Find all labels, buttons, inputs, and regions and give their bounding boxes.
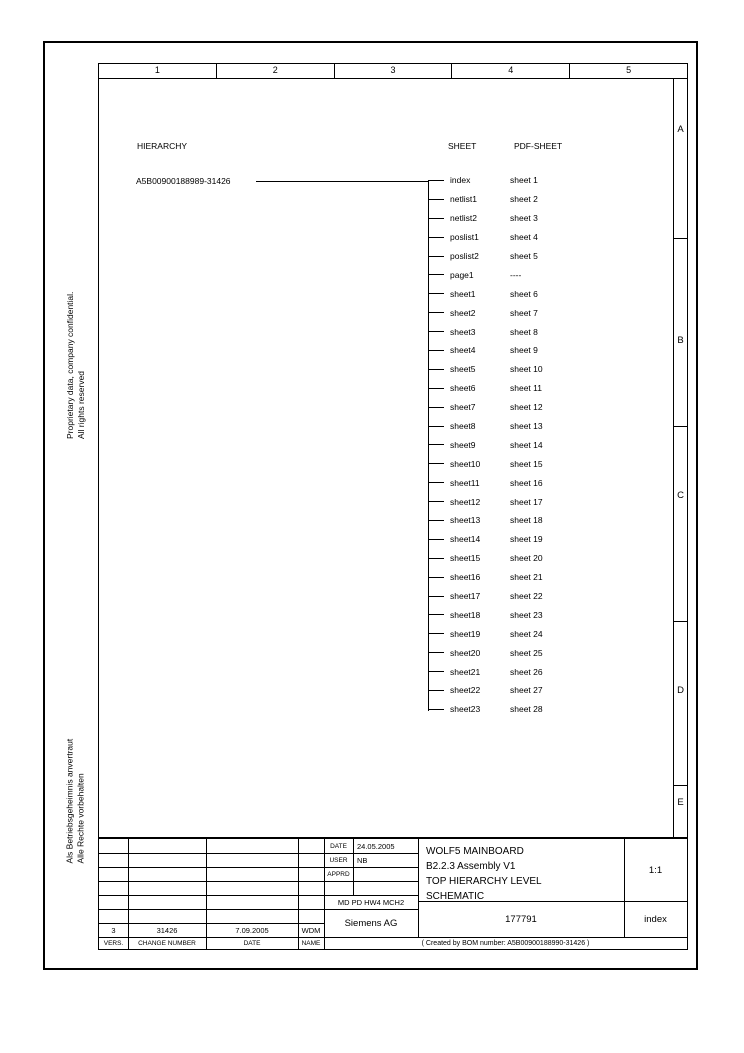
pdf-sheet-ref: sheet 14 (510, 439, 543, 450)
sheet-name: sheet5 (450, 364, 476, 375)
hierarchy-item (428, 643, 543, 662)
sheet-name: sheet13 (450, 515, 481, 526)
sheet-name: sheet8 (450, 421, 476, 432)
hierarchy-item (428, 662, 543, 681)
branch-line (428, 407, 444, 408)
column-label-5: 5 (626, 65, 632, 75)
branch-line (428, 331, 444, 332)
rev-change-number-label: CHANGE NUMBER (138, 940, 196, 947)
sheet-name: sheet22 (450, 685, 481, 696)
row-label-C: C (677, 490, 684, 501)
pdf-sheet-ref: sheet 1 (510, 175, 538, 186)
frame-left-line (98, 79, 99, 838)
column-label-4: 4 (452, 64, 570, 78)
rev-name-label: NAME (301, 940, 321, 947)
branch-line (428, 274, 444, 275)
pdf-sheet-ref: ---- (510, 269, 522, 280)
pdf-sheet-ref: sheet 18 (510, 515, 543, 526)
title-line-3: TOP HIERARCHY LEVEL (426, 876, 542, 887)
pdf-sheet-ref: sheet 24 (510, 628, 543, 639)
sheet-name: sheet19 (450, 628, 481, 639)
column-header-strip (98, 63, 688, 79)
sheet-name: sheet10 (450, 458, 481, 469)
branch-line (428, 237, 444, 238)
rev-date: 7.09.2005 (235, 925, 269, 935)
sheet-name: sheet17 (450, 591, 481, 602)
hierarchy-item (428, 492, 543, 511)
rev-vers-label: VERS. (103, 940, 124, 947)
hierarchy-item (428, 360, 543, 379)
pdf-sheet-ref: sheet 26 (510, 666, 543, 677)
confidential-note-line2: All rights reserved (75, 370, 86, 439)
german-note-line2: Alle Rechte vorbehalten (75, 773, 85, 864)
german-confidential-note (65, 688, 86, 864)
row-label-B: B (677, 335, 684, 346)
sheet-name: sheet11 (450, 477, 480, 488)
sheet-name: sheet16 (450, 572, 481, 583)
pdf-sheet-ref: sheet 8 (510, 326, 538, 337)
branch-line (428, 614, 444, 615)
sheet-name: page1 (450, 269, 474, 280)
branch-line (428, 293, 444, 294)
zone-divider-line (674, 238, 687, 239)
tb-grid-line (99, 881, 418, 882)
sheet-name: sheet3 (450, 326, 476, 337)
sheet-name: sheet20 (450, 647, 481, 658)
pdf-sheet-ref: sheet 16 (510, 477, 543, 488)
confidential-note-line1: Proprietary data, company confidential. (65, 291, 75, 439)
branch-line (428, 350, 444, 351)
root-connector-line (256, 181, 428, 182)
hierarchy-item (428, 284, 543, 303)
pdf-sheet-ref: sheet 17 (510, 496, 543, 507)
row-label-E: E (677, 797, 684, 808)
sheet-name: sheet23 (450, 704, 481, 715)
date-value: 24.05.2005 (357, 841, 395, 851)
branch-line (428, 482, 444, 483)
rev-name: WDM (301, 925, 321, 935)
branch-line (428, 633, 444, 634)
branch-line (428, 709, 444, 710)
hierarchy-item (428, 398, 543, 417)
hierarchy-item (428, 228, 543, 247)
hierarchy-item (428, 454, 543, 473)
pdf-sheet-ref: sheet 19 (510, 534, 543, 545)
document-number: 177791 (505, 913, 537, 925)
hierarchy-item (428, 265, 543, 284)
sheet-name: sheet18 (450, 609, 481, 620)
branch-line (428, 558, 444, 559)
hierarchy-item (428, 247, 543, 266)
branch-line (428, 444, 444, 445)
rev-date-label: DATE (243, 940, 261, 947)
sheet-name: sheet4 (450, 345, 476, 356)
branch-line (428, 652, 444, 653)
sheet-name: sheet15 (450, 553, 481, 564)
pdf-sheet-ref: sheet 23 (510, 609, 543, 620)
pdf-sheet-ref: sheet 27 (510, 685, 543, 696)
apprd-value (353, 867, 418, 881)
branch-line (428, 180, 444, 181)
rev-vers: 3 (111, 925, 116, 935)
bom-note: ( Created by BOM number: A5B00900188990-31426 ) (421, 940, 590, 947)
branch-line (428, 690, 444, 691)
sheet-name: index (450, 175, 471, 186)
title-line-4: SCHEMATIC (426, 891, 485, 902)
branch-line (428, 520, 444, 521)
title-block (98, 837, 688, 950)
pdf-sheet-ref: sheet 20 (510, 553, 543, 564)
pdf-sheet-ref: sheet 5 (510, 251, 538, 261)
root-part-number: A5B00900188989-31426 (136, 176, 231, 186)
sheet-name: poslist1 (450, 232, 479, 243)
hierarchy-item (428, 303, 543, 322)
sheet-name: sheet1 (450, 288, 476, 299)
pdf-sheet-ref: sheet 15 (510, 458, 543, 469)
pdf-sheet-column-heading: PDF-SHEET (514, 141, 563, 151)
department: MD PD HW4 MCH2 (337, 897, 405, 907)
pdf-sheet-ref: sheet 4 (510, 232, 538, 243)
pdf-sheet-ref: sheet 28 (510, 704, 543, 715)
date-label: DATE (330, 842, 347, 850)
zone-divider-line (674, 426, 687, 427)
sheet-name: sheet6 (450, 383, 476, 394)
sheet-name: sheet2 (450, 307, 476, 318)
sheet-column-heading: SHEET (448, 141, 477, 151)
hierarchy-heading: HIERARCHY (137, 141, 188, 151)
hierarchy-item (428, 209, 543, 228)
hierarchy-item (428, 681, 543, 700)
hierarchy-item (428, 322, 543, 341)
pdf-sheet-ref: sheet 6 (510, 288, 538, 299)
pdf-sheet-ref: sheet 7 (510, 307, 538, 318)
hierarchy-item (428, 624, 543, 643)
scale-value: 1:1 (648, 864, 663, 876)
column-label-3: 3 (335, 64, 453, 78)
zone-divider-line (674, 621, 687, 622)
hierarchy-item (428, 530, 543, 549)
branch-line (428, 539, 444, 540)
hierarchy-item (428, 190, 543, 209)
sheet-name: netlist2 (450, 213, 477, 224)
confidential-note (65, 244, 86, 439)
hierarchy-item (428, 473, 543, 492)
rev-change-number: 31426 (156, 925, 178, 935)
branch-line (428, 463, 444, 464)
user-value: NB (357, 855, 368, 865)
hierarchy-item (428, 171, 543, 190)
pdf-sheet-ref: sheet 11 (510, 383, 542, 394)
row-letter-strip (673, 79, 688, 838)
zone-divider-line (674, 785, 687, 786)
hierarchy-item (428, 511, 543, 530)
branch-line (428, 256, 444, 257)
user-label: USER (329, 856, 348, 864)
branch-line (428, 671, 444, 672)
branch-line (428, 369, 444, 370)
sheet-name: netlist1 (450, 194, 477, 205)
pdf-sheet-ref: sheet 3 (510, 213, 538, 224)
pdf-sheet-ref: sheet 10 (510, 364, 543, 375)
branch-line (428, 312, 444, 313)
pdf-sheet-ref: sheet 9 (510, 345, 538, 356)
hierarchy-item (428, 587, 543, 606)
branch-line (428, 596, 444, 597)
row-label-D: D (677, 685, 684, 696)
branch-line (428, 501, 444, 502)
pdf-sheet-ref: sheet 12 (510, 402, 543, 413)
branch-line (428, 426, 444, 427)
pdf-sheet-ref: sheet 21 (510, 572, 543, 583)
sheet-name: sheet9 (450, 439, 476, 450)
branch-line (428, 577, 444, 578)
branch-line (428, 218, 444, 219)
sheet-name-cell: index (644, 913, 667, 925)
branch-line (428, 199, 444, 200)
sheet-name: sheet14 (450, 534, 481, 545)
pdf-sheet-ref: sheet 13 (510, 421, 543, 432)
sheet-name: sheet21 (450, 666, 481, 677)
hierarchy-item (428, 435, 543, 454)
pdf-sheet-ref: sheet 2 (510, 194, 538, 205)
hierarchy-item (428, 605, 543, 624)
hierarchy-item (428, 417, 543, 436)
hierarchy-item (428, 568, 543, 587)
pdf-sheet-ref: sheet 25 (510, 647, 543, 658)
hierarchy-item (428, 379, 543, 398)
sheet-name: sheet7 (450, 402, 476, 413)
sheet-name: poslist2 (450, 251, 479, 261)
column-label-1: 1 (99, 64, 217, 78)
column-label-2: 2 (217, 64, 335, 78)
pdf-sheet-ref: sheet 22 (510, 591, 543, 602)
hierarchy-item (428, 700, 543, 719)
drawing-title (418, 839, 624, 901)
sheet-name: sheet12 (450, 496, 481, 507)
hierarchy-tree (428, 171, 543, 719)
title-line-1: WOLF5 MAINBOARD (426, 846, 524, 857)
german-note-line1: Als Betriebsgeheimnis anvertraut (64, 738, 75, 864)
branch-line (428, 388, 444, 389)
hierarchy-item (428, 341, 543, 360)
apprd-label: APPRD (327, 870, 350, 878)
hierarchy-item (428, 549, 543, 568)
title-line-2: B2.2.3 Assembly V1 (426, 861, 516, 872)
company-name: Siemens AG (344, 917, 398, 929)
row-label-A: A (677, 124, 684, 135)
